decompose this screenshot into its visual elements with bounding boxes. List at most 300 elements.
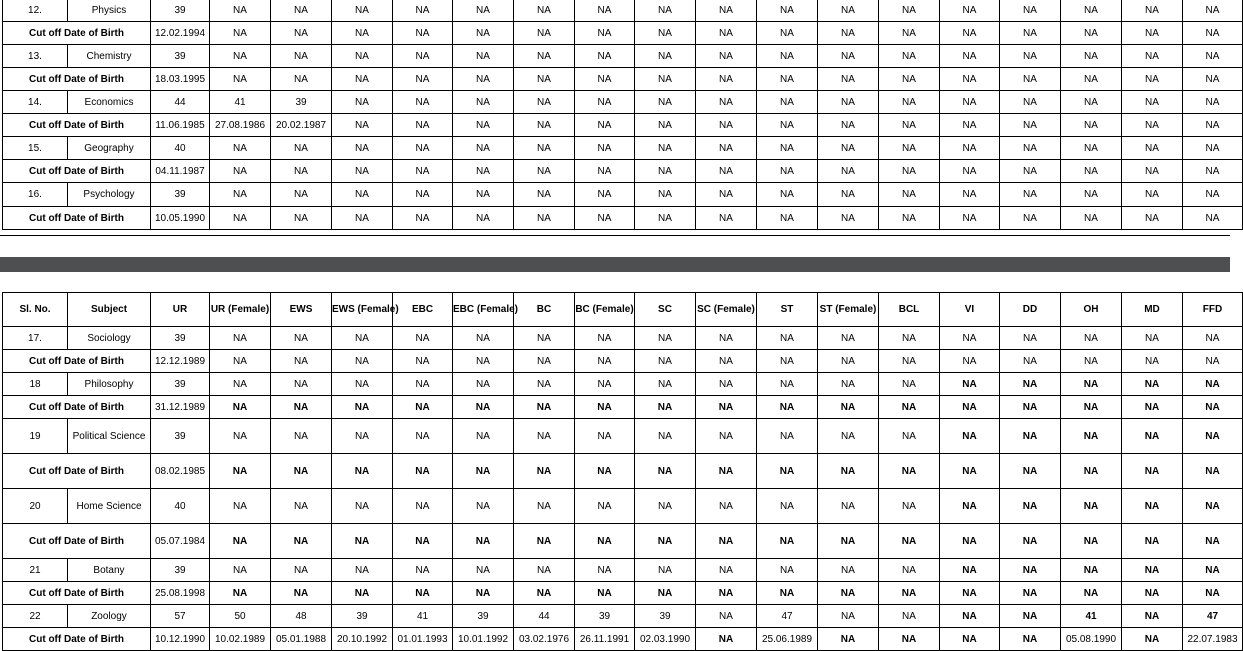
marks-cell: NA <box>879 45 940 68</box>
header-row <box>3 293 1243 327</box>
marks-cell: NA <box>1183 0 1243 22</box>
dob-cell: NA <box>332 524 393 559</box>
marks-cell: NA <box>696 137 757 160</box>
column-header: EBC <box>393 293 453 327</box>
marks-cell: NA <box>1000 373 1061 396</box>
marks-cell: NA <box>635 373 696 396</box>
marks-cell: NA <box>271 419 332 454</box>
cutoff-dob-row <box>3 160 1243 183</box>
dob-cell: NA <box>879 114 940 137</box>
dob-cell: NA <box>393 22 453 45</box>
dob-cell: NA <box>453 454 514 489</box>
dob-cell: NA <box>818 582 879 605</box>
cutoff-dob-row <box>3 628 1243 651</box>
dob-cell: NA <box>1000 524 1061 559</box>
marks-cell: NA <box>879 489 940 524</box>
column-header: EBC (Female) <box>453 293 514 327</box>
serial-number: 18 <box>3 373 68 396</box>
cutoff-dob-row <box>3 454 1243 489</box>
dob-cell: NA <box>879 68 940 91</box>
marks-cell: NA <box>1122 91 1183 114</box>
column-header: OH <box>1061 293 1122 327</box>
dob-cell: NA <box>1000 454 1061 489</box>
dob-cell: NA <box>514 582 575 605</box>
dob-cell: NA <box>332 207 393 230</box>
subject-row <box>3 605 1243 628</box>
marks-cell: NA <box>332 373 393 396</box>
dob-cell: NA <box>332 160 393 183</box>
dob-cell: 31.12.1989 <box>151 396 210 419</box>
column-header: UR <box>151 293 210 327</box>
marks-cell: NA <box>1122 559 1183 582</box>
marks-cell: NA <box>332 489 393 524</box>
dob-cell: NA <box>575 22 635 45</box>
dob-cell: NA <box>514 524 575 559</box>
dob-cell: 10.05.1990 <box>151 207 210 230</box>
cutoff-label: Cut off Date of Birth <box>3 68 151 91</box>
dob-cell: 22.07.1983 <box>1183 628 1243 651</box>
marks-cell: 41 <box>1061 605 1122 628</box>
dob-cell: NA <box>332 396 393 419</box>
marks-cell: NA <box>1000 45 1061 68</box>
dob-cell: NA <box>940 22 1000 45</box>
marks-cell: NA <box>453 489 514 524</box>
marks-cell: NA <box>210 137 271 160</box>
marks-cell: 41 <box>393 605 453 628</box>
dob-cell: NA <box>271 396 332 419</box>
dob-cell: NA <box>1122 582 1183 605</box>
dob-cell: NA <box>453 524 514 559</box>
cutoff-dob-row <box>3 350 1243 373</box>
dob-cell: 26.11.1991 <box>575 628 635 651</box>
marks-cell: NA <box>635 137 696 160</box>
dob-cell: NA <box>1122 524 1183 559</box>
column-header: UR (Female) <box>210 293 271 327</box>
marks-cell: NA <box>575 0 635 22</box>
marks-cell: NA <box>1061 489 1122 524</box>
dob-cell: NA <box>1122 22 1183 45</box>
dob-cell: NA <box>453 22 514 45</box>
serial-number: 22 <box>3 605 68 628</box>
dob-cell: NA <box>393 454 453 489</box>
marks-cell: NA <box>1000 327 1061 350</box>
dob-cell: NA <box>696 396 757 419</box>
dob-cell: NA <box>210 207 271 230</box>
cutoff-table-lower <box>2 292 1243 651</box>
marks-cell: NA <box>453 373 514 396</box>
marks-cell: NA <box>393 137 453 160</box>
dob-cell: NA <box>1122 628 1183 651</box>
marks-cell: NA <box>940 489 1000 524</box>
marks-cell: NA <box>1183 419 1243 454</box>
marks-cell: NA <box>818 605 879 628</box>
dob-cell: NA <box>757 350 818 373</box>
marks-cell: NA <box>818 0 879 22</box>
dob-cell: 08.02.1985 <box>151 454 210 489</box>
dob-cell: 12.12.1989 <box>151 350 210 373</box>
marks-cell: NA <box>210 0 271 22</box>
marks-cell: NA <box>1061 373 1122 396</box>
dob-cell: NA <box>393 582 453 605</box>
dob-cell: NA <box>635 396 696 419</box>
marks-cell: NA <box>332 137 393 160</box>
dob-cell: NA <box>879 454 940 489</box>
marks-cell: NA <box>1183 327 1243 350</box>
marks-cell: NA <box>696 45 757 68</box>
dob-cell: NA <box>1061 114 1122 137</box>
dob-cell: NA <box>575 114 635 137</box>
cutoff-label: Cut off Date of Birth <box>3 207 151 230</box>
dob-cell: NA <box>1183 22 1243 45</box>
marks-cell: NA <box>393 559 453 582</box>
column-header: Subject <box>68 293 151 327</box>
marks-cell: NA <box>453 419 514 454</box>
marks-cell: NA <box>332 45 393 68</box>
marks-cell: NA <box>696 373 757 396</box>
marks-cell: NA <box>575 419 635 454</box>
dob-cell: NA <box>271 350 332 373</box>
dob-cell: NA <box>271 160 332 183</box>
dob-cell: NA <box>879 524 940 559</box>
marks-cell: NA <box>940 45 1000 68</box>
serial-number: 14. <box>3 91 68 114</box>
marks-cell: NA <box>332 183 393 207</box>
marks-cell: NA <box>1061 91 1122 114</box>
dob-cell: NA <box>757 114 818 137</box>
marks-cell: NA <box>453 0 514 22</box>
dob-cell: NA <box>879 396 940 419</box>
dob-cell: NA <box>1000 114 1061 137</box>
dob-cell: NA <box>271 454 332 489</box>
marks-cell: NA <box>818 137 879 160</box>
dob-cell: 10.02.1989 <box>210 628 271 651</box>
marks-cell: NA <box>696 0 757 22</box>
dob-cell: NA <box>1061 396 1122 419</box>
dob-cell: NA <box>393 396 453 419</box>
dob-cell: NA <box>1061 454 1122 489</box>
marks-cell: 40 <box>151 137 210 160</box>
dob-cell: NA <box>940 396 1000 419</box>
marks-cell: NA <box>879 137 940 160</box>
dob-cell: NA <box>1122 114 1183 137</box>
dob-cell: NA <box>1122 160 1183 183</box>
dob-cell: NA <box>332 68 393 91</box>
marks-cell: NA <box>514 489 575 524</box>
marks-cell: NA <box>514 0 575 22</box>
marks-cell: 48 <box>271 605 332 628</box>
dob-cell: NA <box>696 454 757 489</box>
subject-name: Philosophy <box>68 373 151 396</box>
marks-cell: NA <box>393 327 453 350</box>
dob-cell: NA <box>575 160 635 183</box>
marks-cell: NA <box>393 183 453 207</box>
dob-cell: NA <box>514 160 575 183</box>
dob-cell: NA <box>453 350 514 373</box>
dob-cell: NA <box>453 114 514 137</box>
marks-cell: 41 <box>210 91 271 114</box>
marks-cell: 39 <box>635 605 696 628</box>
marks-cell: NA <box>1000 91 1061 114</box>
marks-cell: 39 <box>151 45 210 68</box>
marks-cell: NA <box>940 183 1000 207</box>
dob-cell: 10.12.1990 <box>151 628 210 651</box>
dob-cell: NA <box>818 207 879 230</box>
marks-cell: NA <box>757 373 818 396</box>
dob-cell: NA <box>1061 524 1122 559</box>
dob-cell: NA <box>696 582 757 605</box>
dob-cell: NA <box>940 160 1000 183</box>
subject-row <box>3 559 1243 582</box>
marks-cell: NA <box>393 419 453 454</box>
dob-cell: NA <box>514 22 575 45</box>
serial-number: 13. <box>3 45 68 68</box>
dob-cell: NA <box>210 454 271 489</box>
dob-cell: NA <box>514 454 575 489</box>
marks-cell: NA <box>757 183 818 207</box>
dob-cell: NA <box>940 524 1000 559</box>
subject-row <box>3 327 1243 350</box>
dob-cell: NA <box>1183 396 1243 419</box>
marks-cell: NA <box>940 137 1000 160</box>
dob-cell: 03.02.1976 <box>514 628 575 651</box>
column-header: BCL <box>879 293 940 327</box>
marks-cell: NA <box>332 419 393 454</box>
cutoff-label: Cut off Date of Birth <box>3 396 151 419</box>
marks-cell: NA <box>1183 373 1243 396</box>
page-separator-bar <box>0 257 1230 272</box>
marks-cell: NA <box>453 137 514 160</box>
dob-cell: NA <box>1183 68 1243 91</box>
serial-number: 19 <box>3 419 68 454</box>
marks-cell: NA <box>1122 0 1183 22</box>
dob-cell: NA <box>635 454 696 489</box>
marks-cell: 50 <box>210 605 271 628</box>
dob-cell: NA <box>1000 628 1061 651</box>
marks-cell: NA <box>635 559 696 582</box>
marks-cell: NA <box>514 91 575 114</box>
column-header: EWS (Female) <box>332 293 393 327</box>
marks-cell: NA <box>514 327 575 350</box>
column-header: VI <box>940 293 1000 327</box>
marks-cell: NA <box>1000 605 1061 628</box>
marks-cell: NA <box>818 419 879 454</box>
marks-cell: NA <box>453 327 514 350</box>
dob-cell: NA <box>818 114 879 137</box>
dob-cell: NA <box>757 396 818 419</box>
serial-number: 20 <box>3 489 68 524</box>
subject-name: Physics <box>68 0 151 22</box>
marks-cell: NA <box>453 91 514 114</box>
cutoff-label: Cut off Date of Birth <box>3 524 151 559</box>
dob-cell: NA <box>1000 160 1061 183</box>
dob-cell: NA <box>575 207 635 230</box>
marks-cell: NA <box>879 373 940 396</box>
dob-cell: NA <box>271 22 332 45</box>
marks-cell: NA <box>514 45 575 68</box>
marks-cell: NA <box>696 419 757 454</box>
dob-cell: NA <box>696 22 757 45</box>
serial-number: 21 <box>3 559 68 582</box>
dob-cell: NA <box>635 160 696 183</box>
marks-cell: NA <box>575 91 635 114</box>
dob-cell: NA <box>757 207 818 230</box>
dob-cell: 20.10.1992 <box>332 628 393 651</box>
dob-cell: NA <box>1122 454 1183 489</box>
marks-cell: NA <box>696 91 757 114</box>
marks-cell: NA <box>210 559 271 582</box>
dob-cell: 05.01.1988 <box>271 628 332 651</box>
dob-cell: NA <box>1122 68 1183 91</box>
dob-cell: NA <box>453 68 514 91</box>
dob-cell: NA <box>696 524 757 559</box>
marks-cell: NA <box>1061 559 1122 582</box>
subject-row <box>3 0 1243 22</box>
marks-cell: NA <box>1122 327 1183 350</box>
marks-cell: 39 <box>151 0 210 22</box>
serial-number: 16. <box>3 183 68 207</box>
marks-cell: NA <box>757 91 818 114</box>
marks-cell: NA <box>635 0 696 22</box>
dob-cell: NA <box>575 68 635 91</box>
column-header: ST <box>757 293 818 327</box>
dob-cell: 10.01.1992 <box>453 628 514 651</box>
marks-cell: NA <box>818 91 879 114</box>
marks-cell: NA <box>879 0 940 22</box>
column-header: MD <box>1122 293 1183 327</box>
marks-cell: 39 <box>453 605 514 628</box>
dob-cell: NA <box>757 160 818 183</box>
dob-cell: NA <box>818 628 879 651</box>
marks-cell: NA <box>757 559 818 582</box>
dob-cell: NA <box>1122 396 1183 419</box>
dob-cell: NA <box>818 160 879 183</box>
dob-cell: NA <box>879 628 940 651</box>
marks-cell: NA <box>271 327 332 350</box>
dob-cell: NA <box>940 207 1000 230</box>
marks-cell: NA <box>393 91 453 114</box>
dob-cell: NA <box>635 22 696 45</box>
dob-cell: NA <box>514 396 575 419</box>
dob-cell: NA <box>393 160 453 183</box>
marks-cell: NA <box>575 183 635 207</box>
marks-cell: NA <box>575 137 635 160</box>
marks-cell: NA <box>575 373 635 396</box>
marks-cell: NA <box>453 45 514 68</box>
dob-cell: 02.03.1990 <box>635 628 696 651</box>
dob-cell: NA <box>757 524 818 559</box>
marks-cell: NA <box>818 183 879 207</box>
marks-cell: 39 <box>151 183 210 207</box>
dob-cell: NA <box>757 22 818 45</box>
marks-cell: 39 <box>332 605 393 628</box>
marks-cell: NA <box>332 559 393 582</box>
marks-cell: NA <box>635 419 696 454</box>
dob-cell: NA <box>879 160 940 183</box>
subject-name: Zoology <box>68 605 151 628</box>
marks-cell: NA <box>332 91 393 114</box>
dob-cell: NA <box>696 350 757 373</box>
marks-cell: NA <box>453 559 514 582</box>
dob-cell: NA <box>210 396 271 419</box>
marks-cell: NA <box>818 559 879 582</box>
dob-cell: NA <box>210 582 271 605</box>
dob-cell: 05.08.1990 <box>1061 628 1122 651</box>
marks-cell: NA <box>879 559 940 582</box>
dob-cell: 18.03.1995 <box>151 68 210 91</box>
cutoff-label: Cut off Date of Birth <box>3 454 151 489</box>
marks-cell: NA <box>1122 489 1183 524</box>
dob-cell: NA <box>575 582 635 605</box>
column-header: BC <box>514 293 575 327</box>
dob-cell: NA <box>1122 350 1183 373</box>
dob-cell: NA <box>453 160 514 183</box>
marks-cell: NA <box>696 183 757 207</box>
dob-cell: 01.01.1993 <box>393 628 453 651</box>
marks-cell: NA <box>210 373 271 396</box>
dob-cell: 05.07.1984 <box>151 524 210 559</box>
marks-cell: NA <box>575 327 635 350</box>
marks-cell: NA <box>818 489 879 524</box>
marks-cell: 39 <box>151 327 210 350</box>
dob-cell: NA <box>940 68 1000 91</box>
dob-cell: NA <box>879 207 940 230</box>
marks-cell: NA <box>818 327 879 350</box>
dob-cell: NA <box>1000 22 1061 45</box>
marks-cell: NA <box>393 373 453 396</box>
dob-cell: NA <box>575 350 635 373</box>
marks-cell: NA <box>1122 45 1183 68</box>
dob-cell: NA <box>332 350 393 373</box>
subject-name: Political Science <box>68 419 151 454</box>
marks-cell: NA <box>757 137 818 160</box>
dob-cell: NA <box>1000 207 1061 230</box>
dob-cell: NA <box>1000 396 1061 419</box>
column-header: BC (Female) <box>575 293 635 327</box>
marks-cell: NA <box>1061 419 1122 454</box>
column-header: ST (Female) <box>818 293 879 327</box>
dob-cell: NA <box>696 628 757 651</box>
dob-cell: NA <box>940 114 1000 137</box>
cutoff-dob-row <box>3 396 1243 419</box>
dob-cell: NA <box>818 22 879 45</box>
marks-cell: 57 <box>151 605 210 628</box>
marks-cell: NA <box>818 373 879 396</box>
marks-cell: NA <box>514 183 575 207</box>
marks-cell: NA <box>1000 137 1061 160</box>
dob-cell: NA <box>210 22 271 45</box>
dob-cell: NA <box>635 582 696 605</box>
dob-cell: NA <box>332 114 393 137</box>
marks-cell: NA <box>635 91 696 114</box>
subject-row <box>3 91 1243 114</box>
marks-cell: NA <box>940 0 1000 22</box>
dob-cell: NA <box>575 396 635 419</box>
marks-cell: NA <box>210 45 271 68</box>
dob-cell: NA <box>635 524 696 559</box>
cutoff-label: Cut off Date of Birth <box>3 22 151 45</box>
marks-cell: NA <box>1000 559 1061 582</box>
marks-cell: NA <box>210 327 271 350</box>
marks-cell: 39 <box>271 91 332 114</box>
marks-cell: NA <box>1061 45 1122 68</box>
cutoff-label: Cut off Date of Birth <box>3 114 151 137</box>
dob-cell: 11.06.1985 <box>151 114 210 137</box>
dob-cell: NA <box>1183 524 1243 559</box>
marks-cell: NA <box>757 489 818 524</box>
marks-cell: NA <box>818 45 879 68</box>
subject-name: Chemistry <box>68 45 151 68</box>
dob-cell: NA <box>696 207 757 230</box>
